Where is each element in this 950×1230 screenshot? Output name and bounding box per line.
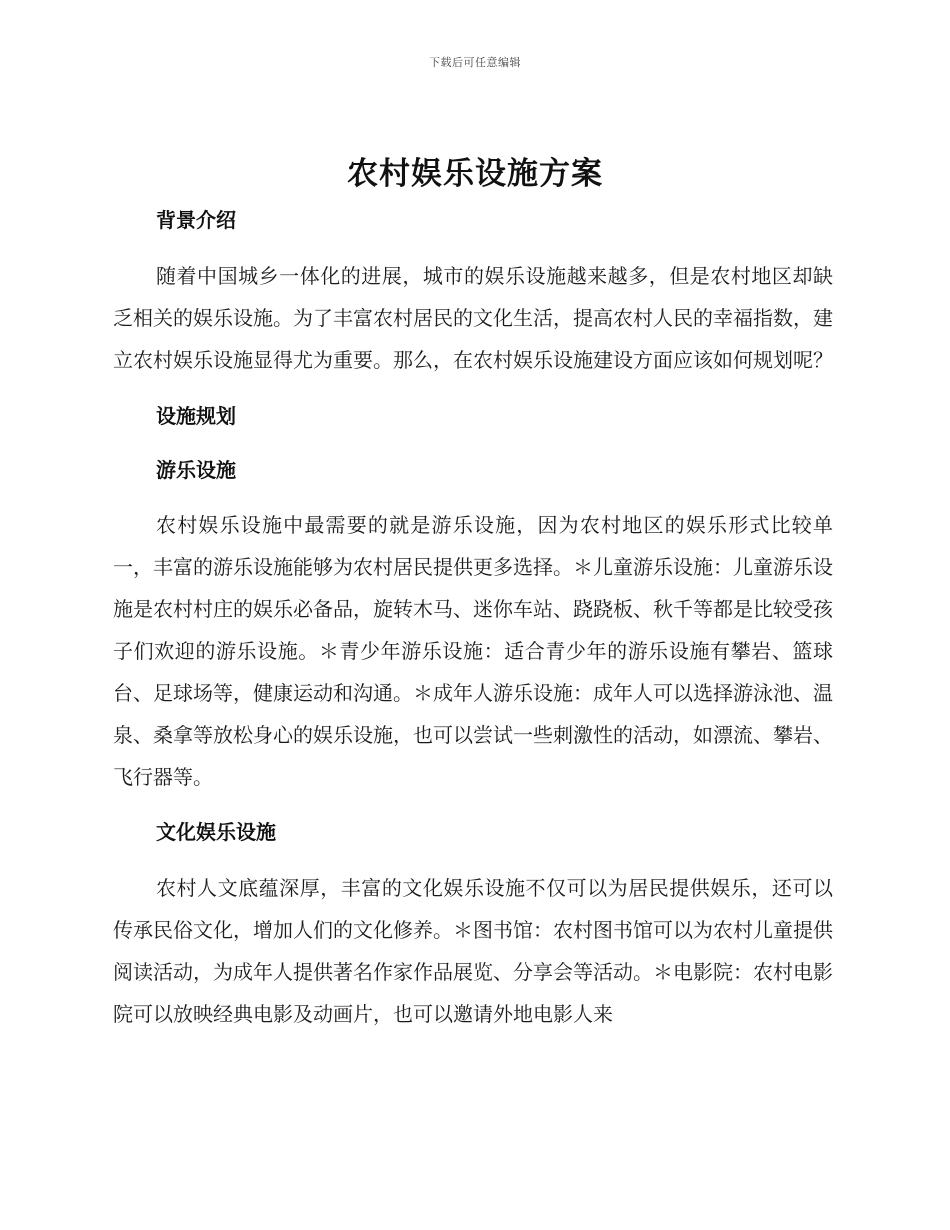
section-heading-facility-planning: 设施规划 xyxy=(156,404,236,428)
section-heading-amusement-facilities: 游乐设施 xyxy=(156,458,236,482)
paragraph-amusement-facilities: 农村娱乐设施中最需要的就是游乐设施，因为农村地区的娱乐形式比较单一，丰富的游乐设施能够为农村居民提供更多选择。＊儿童游乐设施：儿童游乐设施是农村村庄的娱乐必备品，旋转木马、迷你车站、跷跷板、秋千等都是比较受孩子们欢迎的游乐设施。＊青少年游乐设施：适合青少年的游乐设施有攀岩、篮球台、足球场等，健康运动和沟通。＊成年人游乐设施：成年人可以选择游泳池、温泉、桑拿等放松身心的娱乐设施，也可以尝试一些刺激性的活动，如漂流、攀岩、飞行器等。 xyxy=(113,513,833,789)
page-header: 下载后可任意编辑 xyxy=(429,56,521,69)
paragraph-cultural-facilities: 农村人文底蕴深厚，丰富的文化娱乐设施不仅可以为居民提供娱乐，还可以传承民俗文化，增加人们的文化修养。＊图书馆：农村图书馆可以为农村儿童提供阅读活动，为成年人提供著名作家作品展览、分享会等活动。＊电影院：农村电影院可以放映经典电影及动画片，也可以邀请外地电影人来 xyxy=(113,876,833,1026)
paragraph-background: 随着中国城乡一体化的进展，城市的娱乐设施越来越多，但是农村地区却缺乏相关的娱乐设施。为了丰富农村居民的文化生活，提高农村人民的幸福指数，建立农村娱乐设施显得尤为重要。那么，在农村娱乐设施建设方面应该如何规划呢？ xyxy=(113,264,833,372)
section-heading-background: 背景介绍 xyxy=(156,208,236,232)
document-body xyxy=(113,202,833,1035)
section-heading-cultural-facilities: 文化娱乐设施 xyxy=(156,820,276,844)
document-title: 农村娱乐设施方案 xyxy=(347,156,603,192)
